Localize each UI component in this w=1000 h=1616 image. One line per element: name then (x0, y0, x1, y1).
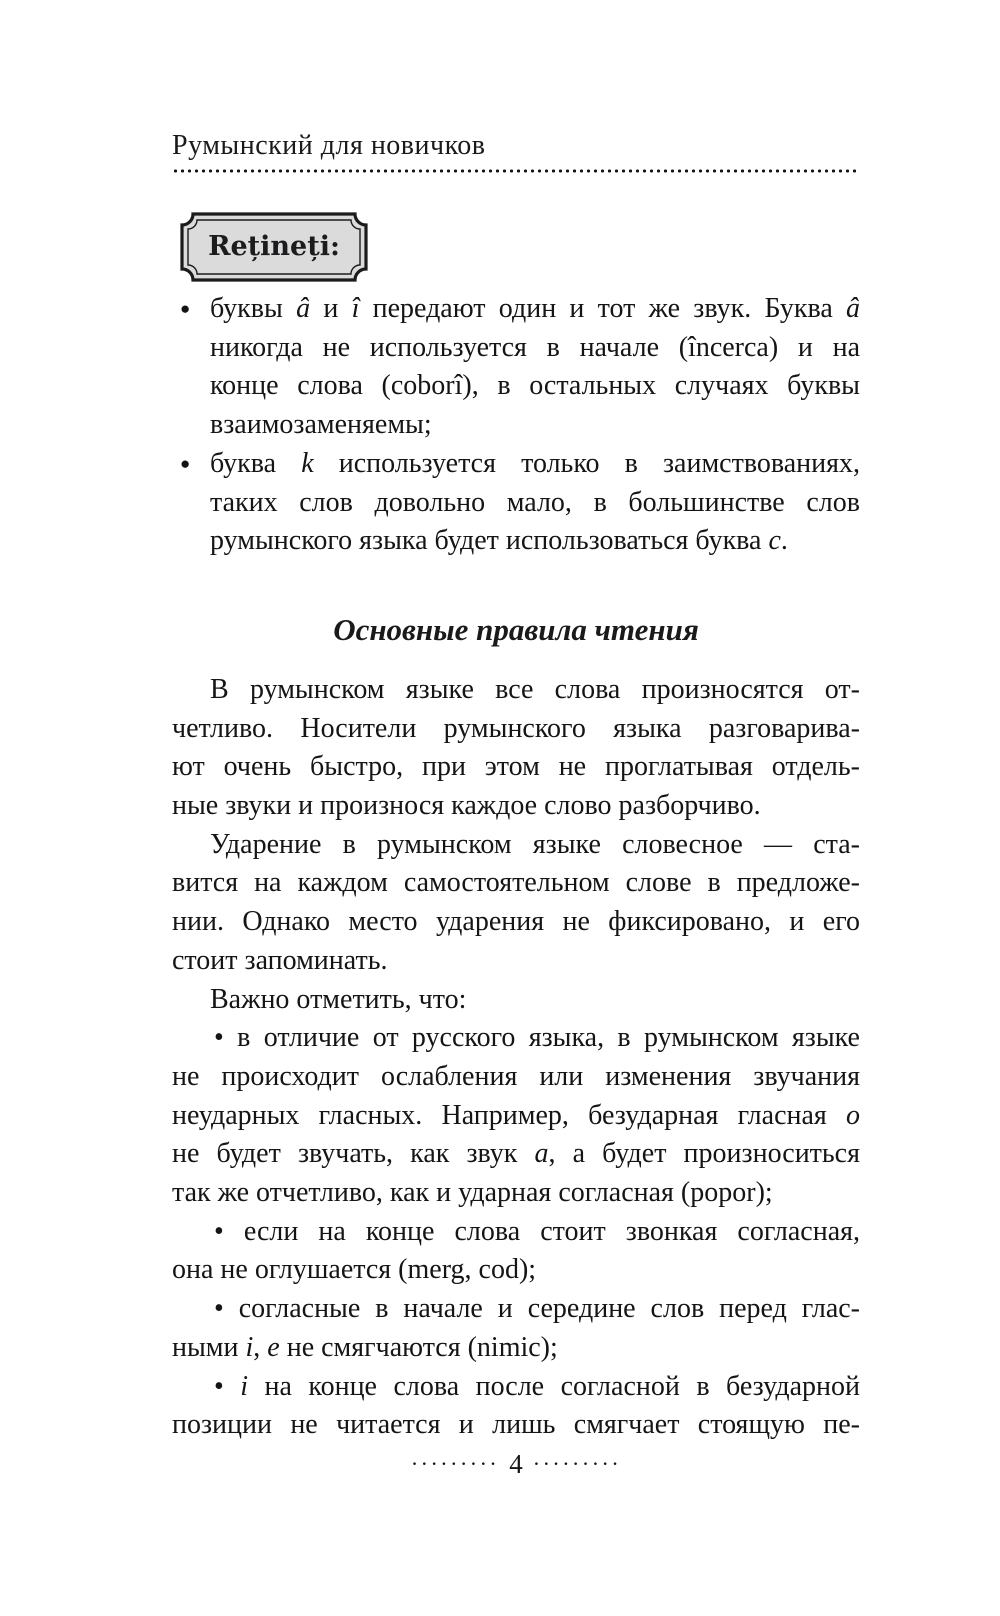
text-line: позиции не читается и лишь смягчает стоящую пе- (172, 1409, 860, 1441)
page-content (172, 0, 860, 1445)
bullet-paragraph (172, 1213, 860, 1290)
paragraph (172, 981, 860, 1020)
text-line: нии. Однако место ударения не фиксировано, и его (172, 906, 860, 938)
bullet-icon: ● (180, 299, 191, 318)
text-line: В румынском языке все слова произносятся от- (210, 673, 860, 705)
text-line: • в отличие от русского языка, в румынском языке (214, 1022, 860, 1054)
list-item-text (210, 445, 860, 561)
header-rule (172, 169, 860, 173)
list-item (172, 290, 860, 445)
footer-dots-left: ········· (410, 1451, 500, 1476)
paragraph (172, 826, 860, 981)
text-line: взаимозаменяемы; (210, 409, 432, 441)
text-line: румынского языка будет использоваться буква c. (210, 525, 788, 557)
text-line: так же отчетливо, как и ударная согласная (popor); (172, 1177, 773, 1209)
text-line: четливо. Носители румынского языка разговарива- (172, 712, 860, 744)
text-line: • если на конце слова стоит звонкая согласная, (214, 1215, 860, 1247)
bullet-icon: ● (180, 453, 191, 473)
page-footer (172, 1447, 860, 1481)
bullet-paragraph (172, 1290, 860, 1367)
text-line: она не оглушается (merg, cod); (172, 1254, 537, 1286)
text-line: Ударение в румынском языке словесное — ста- (210, 828, 860, 860)
badge-label: Rețineți: (208, 230, 340, 262)
text-line: никогда не используется в начале (încerca) и на (210, 331, 860, 363)
text-line: стоит запоминать. (172, 944, 388, 976)
text-line: • согласные в начале и середине слов перед глас- (214, 1293, 860, 1325)
bullet-paragraph (172, 1019, 860, 1213)
text-line: Важно отметить, что: (210, 983, 467, 1015)
list-item (172, 445, 860, 561)
text-line: неударных гласных. Например, безударная гласная о (172, 1099, 860, 1131)
text-line: ют очень быстро, при этом не проглатывая отдель- (172, 751, 860, 783)
section-heading: Основные правила чтения (333, 611, 699, 647)
running-head: Румынский для новичков (172, 130, 486, 161)
text-line: ными i, e не смягчаются (nimic); (172, 1331, 558, 1363)
text-line: не происходит ослабления или изменения звучания (172, 1060, 860, 1092)
text-line: таких слов довольно мало, в большинстве слов (210, 486, 860, 518)
text-line: буквы â и î передают один и тот же звук. Буква â (210, 293, 860, 324)
text-line: конце слова (coborî), в остальных случаях буквы (210, 370, 860, 402)
retineti-badge (180, 212, 368, 282)
text-line: буква k используется только в заимствованиях, (210, 447, 861, 479)
footer-dots-right: ········· (532, 1451, 622, 1476)
list-item-text (210, 290, 860, 445)
body-text (172, 671, 860, 1445)
text-line: вится на каждом самостоятельном слове в предложе- (172, 867, 860, 899)
footer-page-number: 4 (509, 1449, 523, 1479)
text-line: не будет звучать, как звук а, а будет произноситься (172, 1138, 860, 1170)
note-list (172, 290, 860, 561)
bullet-paragraph (172, 1368, 860, 1445)
paragraph (172, 671, 860, 826)
text-line: ные звуки и произнося каждое слово разборчиво. (172, 790, 761, 822)
text-line: • i на конце слова после согласной в безударной (214, 1370, 861, 1402)
